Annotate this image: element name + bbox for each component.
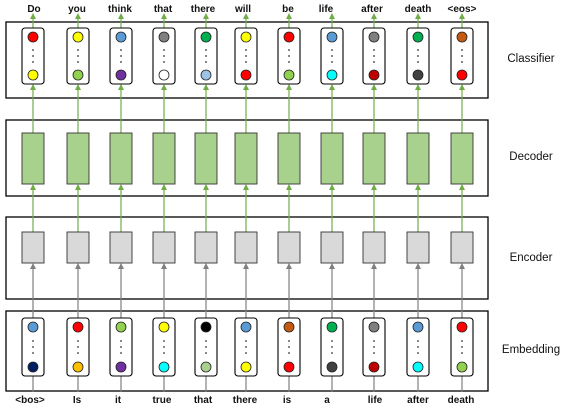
decoder-block <box>67 133 89 184</box>
input-token: Is <box>72 395 82 406</box>
decoder-to-classifier-arrow-head <box>203 84 209 90</box>
embedding-card-bottom-dot <box>116 362 126 372</box>
input-token: is <box>282 395 292 406</box>
decoder-block <box>451 133 473 184</box>
classifier-card-bottom-dot <box>159 70 169 80</box>
classifier-card-ellipsis-dot <box>77 55 79 57</box>
embedding-card-ellipsis-dot <box>163 346 165 348</box>
encoder-label: Encoder <box>509 252 553 264</box>
decoder-to-classifier-arrow-head <box>161 84 167 90</box>
classifier-card-ellipsis-dot <box>77 61 79 63</box>
embedding-card-top-dot <box>159 322 169 332</box>
embedding-to-encoder-arrow-head <box>30 263 36 269</box>
embedding-card-top-dot <box>73 322 83 332</box>
encoder-block <box>195 232 217 263</box>
embedding-card-ellipsis-dot <box>288 340 290 342</box>
encoder-block <box>22 232 44 263</box>
embedding-card-bottom-dot <box>241 362 251 372</box>
encoder-block <box>67 232 89 263</box>
output-token: life <box>318 4 334 15</box>
classifier-card-top-dot <box>116 32 126 42</box>
embedding-card-ellipsis-dot <box>288 352 290 354</box>
embedding-card-bottom-dot <box>73 362 83 372</box>
embedding-to-encoder-arrow-head <box>459 263 465 269</box>
input-token: it <box>114 395 122 406</box>
classifier-card-bottom-dot <box>284 70 294 80</box>
decoder-to-classifier-arrow-head <box>329 84 335 90</box>
classifier-card-bottom-dot <box>457 70 467 80</box>
classifier-card-ellipsis-dot <box>245 55 247 57</box>
input-token: death <box>447 395 475 406</box>
embedding-card-bottom-dot <box>457 362 467 372</box>
decoder-block <box>407 133 429 184</box>
decoder-to-classifier-arrow-head <box>415 84 421 90</box>
encoder-to-decoder-arrow-head <box>286 184 292 190</box>
classifier-card-ellipsis-dot <box>288 55 290 57</box>
classifier-card-bottom-dot <box>241 70 251 80</box>
classifier-card-bottom-dot <box>327 70 337 80</box>
classifier-card-ellipsis-dot <box>288 49 290 51</box>
classifier-card-ellipsis-dot <box>331 61 333 63</box>
classifier-card-ellipsis-dot <box>461 49 463 51</box>
classifier-card-ellipsis-dot <box>331 55 333 57</box>
embedding-card-ellipsis-dot <box>331 352 333 354</box>
input-token: after <box>407 395 429 406</box>
encoder-to-decoder-arrow-head <box>118 184 124 190</box>
classifier-card-top-dot <box>457 32 467 42</box>
encoder-to-decoder-arrow-head <box>75 184 81 190</box>
classifier-card-top-dot <box>201 32 211 42</box>
encoder-to-decoder-arrow-head <box>459 184 465 190</box>
embedding-card-ellipsis-dot <box>245 346 247 348</box>
classifier-card-ellipsis-dot <box>373 49 375 51</box>
output-token: that <box>153 4 173 15</box>
embedding-card-ellipsis-dot <box>417 346 419 348</box>
embedding-card-ellipsis-dot <box>205 346 207 348</box>
embedding-card-ellipsis-dot <box>288 346 290 348</box>
embedding-to-encoder-arrow-head <box>243 263 249 269</box>
input-token: there <box>232 395 258 406</box>
encoder-block <box>153 232 175 263</box>
classifier-card-ellipsis-dot <box>120 49 122 51</box>
embedding-card-ellipsis-dot <box>461 352 463 354</box>
input-token: true <box>152 395 172 406</box>
embedding-card-ellipsis-dot <box>205 352 207 354</box>
input-token: <bos> <box>15 395 45 406</box>
classifier-card-top-dot <box>413 32 423 42</box>
embedding-card-ellipsis-dot <box>120 340 122 342</box>
embedding-card-ellipsis-dot <box>373 352 375 354</box>
embedding-card-top-dot <box>28 322 38 332</box>
embedding-card-ellipsis-dot <box>417 352 419 354</box>
embedding-card-ellipsis-dot <box>245 340 247 342</box>
embedding-card-ellipsis-dot <box>373 340 375 342</box>
embedding-card-ellipsis-dot <box>417 340 419 342</box>
classifier-card-ellipsis-dot <box>205 61 207 63</box>
embedding-to-encoder-arrow-head <box>286 263 292 269</box>
decoder-block <box>321 133 343 184</box>
classifier-card-ellipsis-dot <box>461 61 463 63</box>
classifier-card-ellipsis-dot <box>77 49 79 51</box>
classifier-card-ellipsis-dot <box>205 55 207 57</box>
embedding-card-bottom-dot <box>369 362 379 372</box>
output-token: be <box>282 4 294 15</box>
embedding-card-bottom-dot <box>28 362 38 372</box>
embedding-card-ellipsis-dot <box>32 346 34 348</box>
output-token: think <box>108 4 132 15</box>
input-token: a <box>324 395 330 406</box>
output-token: will <box>234 4 252 15</box>
classifier-card-ellipsis-dot <box>32 61 34 63</box>
embedding-card-ellipsis-dot <box>120 352 122 354</box>
output-token: death <box>404 4 432 15</box>
embedding-card-top-dot <box>201 322 211 332</box>
classifier-card-ellipsis-dot <box>32 55 34 57</box>
decoder-to-classifier-arrow-head <box>459 84 465 90</box>
decoder-to-classifier-arrow-head <box>286 84 292 90</box>
embedding-to-encoder-arrow-head <box>118 263 124 269</box>
embedding-card-ellipsis-dot <box>32 352 34 354</box>
classifier-card-bottom-dot <box>413 70 423 80</box>
encoder-block <box>278 232 300 263</box>
output-token: you <box>68 4 86 15</box>
classifier-card-ellipsis-dot <box>288 61 290 63</box>
classifier-card-ellipsis-dot <box>331 49 333 51</box>
classifier-card-ellipsis-dot <box>163 61 165 63</box>
classifier-card-ellipsis-dot <box>163 55 165 57</box>
decoder-to-classifier-arrow-head <box>371 84 377 90</box>
encoder-to-decoder-arrow-head <box>243 184 249 190</box>
embedding-card-ellipsis-dot <box>331 346 333 348</box>
classifier-card-bottom-dot <box>201 70 211 80</box>
embedding-card-top-dot <box>327 322 337 332</box>
encoder-block <box>321 232 343 263</box>
embedding-card-top-dot <box>116 322 126 332</box>
classifier-card-ellipsis-dot <box>373 55 375 57</box>
encoder-to-decoder-arrow-head <box>329 184 335 190</box>
embedding-to-encoder-arrow-head <box>329 263 335 269</box>
embedding-card-bottom-dot <box>413 362 423 372</box>
embedding-card-ellipsis-dot <box>77 340 79 342</box>
classifier-card-ellipsis-dot <box>417 55 419 57</box>
decoder-to-classifier-arrow-head <box>118 84 124 90</box>
classifier-label: Classifier <box>507 53 555 65</box>
decoder-block <box>22 133 44 184</box>
embedding-card-bottom-dot <box>284 362 294 372</box>
embedding-card-ellipsis-dot <box>163 352 165 354</box>
encoder-block <box>110 232 132 263</box>
embedding-card-ellipsis-dot <box>163 340 165 342</box>
classifier-card-ellipsis-dot <box>163 49 165 51</box>
embedding-card-ellipsis-dot <box>373 346 375 348</box>
encoder-block <box>451 232 473 263</box>
classifier-card-ellipsis-dot <box>32 49 34 51</box>
classifier-card-ellipsis-dot <box>373 61 375 63</box>
classifier-card-ellipsis-dot <box>120 55 122 57</box>
embedding-to-encoder-arrow-head <box>415 263 421 269</box>
encoder-block <box>407 232 429 263</box>
decoder-label: Decoder <box>509 151 553 163</box>
encoder-to-decoder-arrow-head <box>203 184 209 190</box>
embedding-card-top-dot <box>457 322 467 332</box>
encoder-to-decoder-arrow-head <box>415 184 421 190</box>
embedding-card-top-dot <box>369 322 379 332</box>
embedding-card-top-dot <box>241 322 251 332</box>
classifier-card-ellipsis-dot <box>205 49 207 51</box>
embedding-card-top-dot <box>413 322 423 332</box>
embedding-card-top-dot <box>284 322 294 332</box>
decoder-to-classifier-arrow-head <box>75 84 81 90</box>
token-columns <box>22 13 473 392</box>
classifier-card-ellipsis-dot <box>245 61 247 63</box>
embedding-card-ellipsis-dot <box>120 346 122 348</box>
classifier-card-top-dot <box>241 32 251 42</box>
decoder-block <box>235 133 257 184</box>
output-token: after <box>361 4 383 15</box>
embedding-card-ellipsis-dot <box>461 346 463 348</box>
encoder-to-decoder-arrow-head <box>371 184 377 190</box>
embedding-to-encoder-arrow-head <box>371 263 377 269</box>
classifier-card-top-dot <box>73 32 83 42</box>
embedding-card-bottom-dot <box>159 362 169 372</box>
classifier-card-top-dot <box>369 32 379 42</box>
embedding-card-ellipsis-dot <box>77 352 79 354</box>
embedding-label: Embedding <box>501 344 561 356</box>
embedding-card-ellipsis-dot <box>331 340 333 342</box>
classifier-card-bottom-dot <box>369 70 379 80</box>
embedding-card-bottom-dot <box>327 362 337 372</box>
classifier-card-top-dot <box>284 32 294 42</box>
classifier-card-top-dot <box>327 32 337 42</box>
decoder-block <box>195 133 217 184</box>
classifier-card-ellipsis-dot <box>417 49 419 51</box>
output-token: there <box>190 4 216 15</box>
encoder-to-decoder-arrow-head <box>30 184 36 190</box>
decoder-to-classifier-arrow-head <box>30 84 36 90</box>
decoder-block <box>278 133 300 184</box>
classifier-card-ellipsis-dot <box>461 55 463 57</box>
embedding-to-encoder-arrow-head <box>203 263 209 269</box>
embedding-to-encoder-arrow-head <box>75 263 81 269</box>
embedding-card-ellipsis-dot <box>205 340 207 342</box>
encoder-block <box>235 232 257 263</box>
output-token: <eos> <box>447 4 477 15</box>
input-token: life <box>367 395 383 406</box>
embedding-card-bottom-dot <box>201 362 211 372</box>
classifier-card-ellipsis-dot <box>120 61 122 63</box>
classifier-card-ellipsis-dot <box>417 61 419 63</box>
embedding-card-ellipsis-dot <box>77 346 79 348</box>
decoder-block <box>363 133 385 184</box>
input-token: that <box>193 395 213 406</box>
classifier-card-bottom-dot <box>73 70 83 80</box>
decoder-block <box>153 133 175 184</box>
encoder-to-decoder-arrow-head <box>161 184 167 190</box>
encoder-block <box>363 232 385 263</box>
embedding-card-ellipsis-dot <box>245 352 247 354</box>
classifier-card-bottom-dot <box>28 70 38 80</box>
classifier-card-top-dot <box>159 32 169 42</box>
embedding-card-ellipsis-dot <box>461 340 463 342</box>
embedding-to-encoder-arrow-head <box>161 263 167 269</box>
decoder-to-classifier-arrow-head <box>243 84 249 90</box>
decoder-block <box>110 133 132 184</box>
output-token: Do <box>27 4 41 15</box>
classifier-card-bottom-dot <box>116 70 126 80</box>
classifier-card-top-dot <box>28 32 38 42</box>
embedding-card-ellipsis-dot <box>32 340 34 342</box>
classifier-card-ellipsis-dot <box>245 49 247 51</box>
